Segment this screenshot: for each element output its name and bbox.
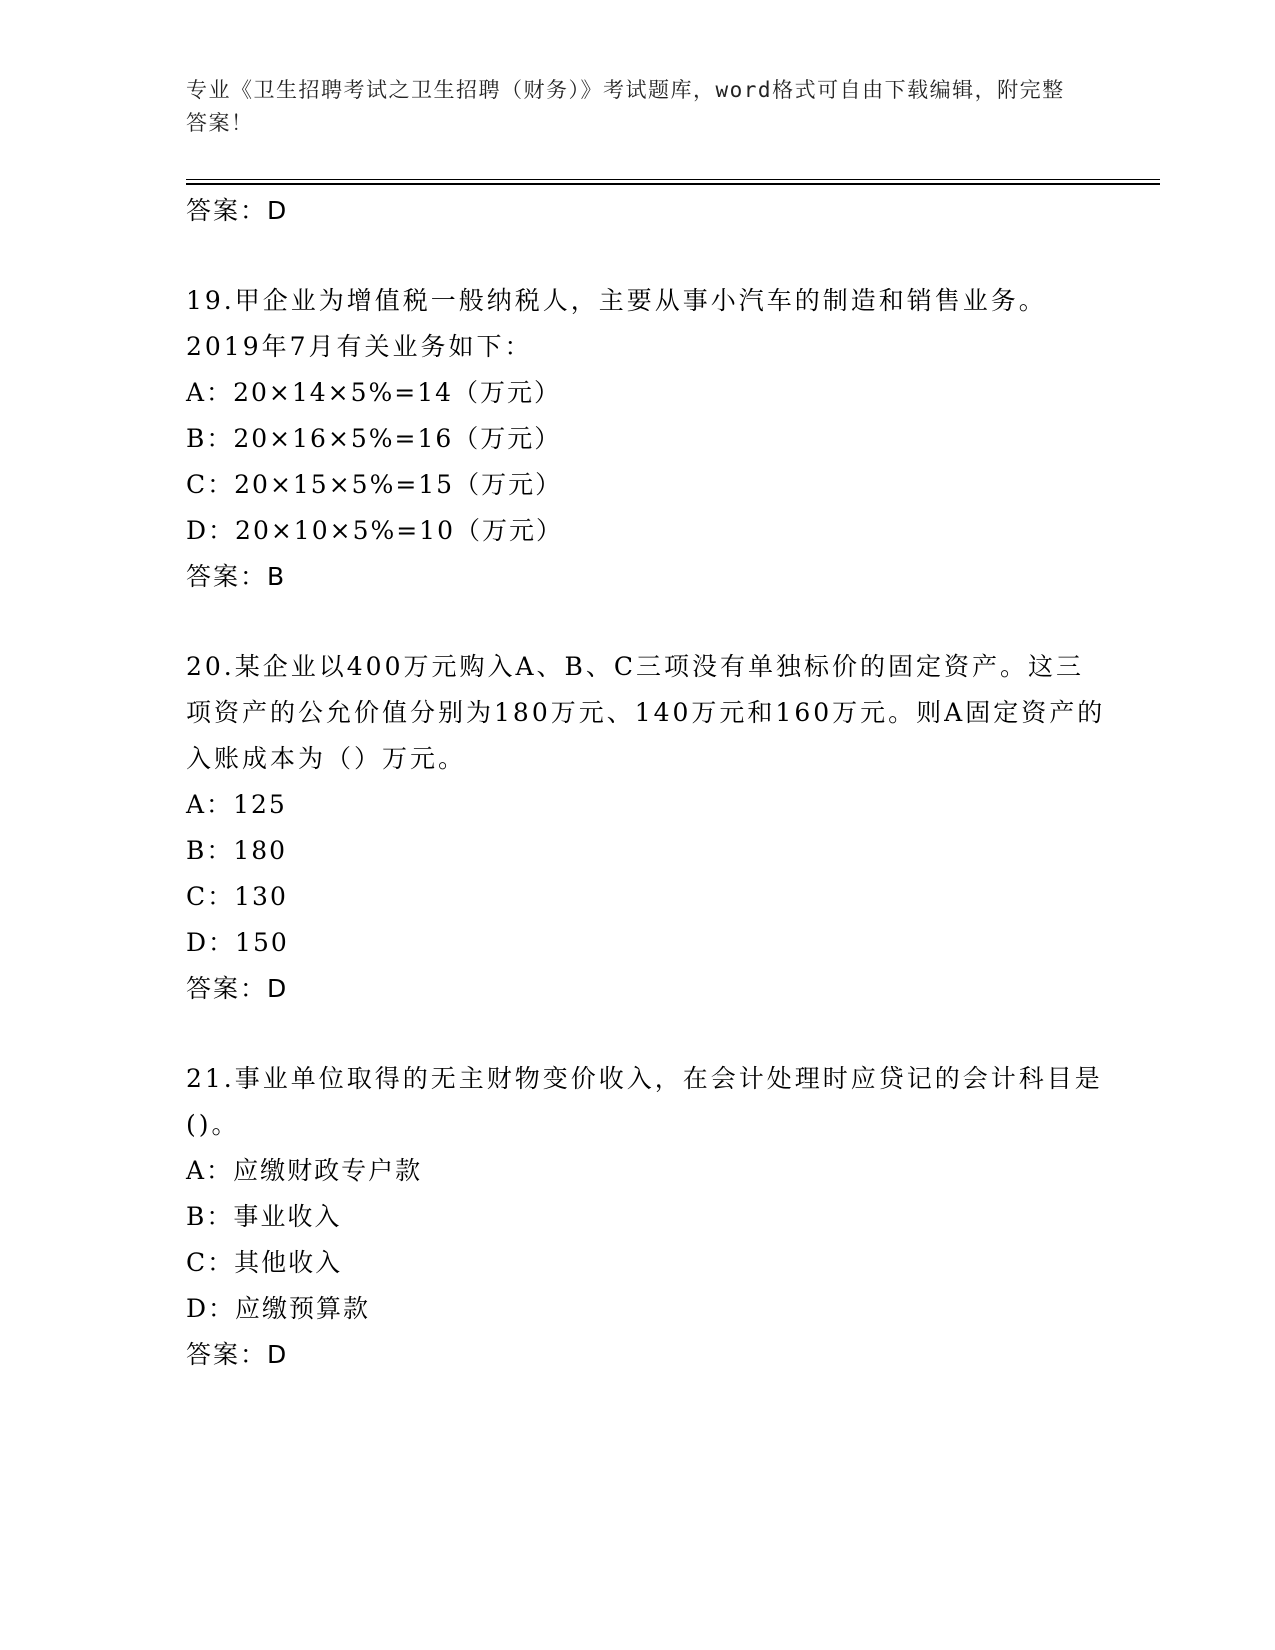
- question-block: [186, 644, 1106, 1012]
- option-label: A：: [186, 1156, 234, 1185]
- option-c: [186, 462, 1106, 508]
- option-text: 20×10×5%=10（万元）: [235, 516, 563, 545]
- option-text: 20×16×5%=16（万元）: [233, 424, 562, 453]
- option-label: B：: [186, 836, 234, 865]
- option-c: [186, 1240, 1106, 1286]
- option-a: [186, 370, 1106, 416]
- option-d: [186, 920, 1106, 966]
- question-stem: 20.某企业以400万元购入A、B、C三项没有单独标价的固定资产。这三项资产的公允价值分别为180万元、140万元和160万元。则A固定资产的入账成本为（）万元。: [186, 652, 1106, 773]
- option-text: 130: [234, 882, 288, 911]
- question-block: [186, 278, 1106, 600]
- answer-line: 答案：D: [186, 1340, 289, 1369]
- option-label: A：: [186, 378, 234, 407]
- option-text: 应缴财政专户款: [233, 1156, 423, 1185]
- option-label: D：: [186, 516, 236, 545]
- question-block: [186, 1056, 1106, 1378]
- answer-line: 答案：B: [186, 562, 287, 591]
- option-d: [186, 1286, 1106, 1332]
- header-rule-thin: [186, 179, 1160, 180]
- option-text: 180: [233, 836, 288, 865]
- option-label: B：: [186, 424, 234, 453]
- option-text: 20×14×5%=14（万元）: [233, 378, 561, 407]
- option-a: [186, 782, 1106, 828]
- option-b: [186, 416, 1106, 462]
- option-label: C：: [186, 882, 235, 911]
- option-text: 事业收入: [233, 1202, 342, 1231]
- option-a: [186, 1148, 1106, 1194]
- option-label: D：: [186, 928, 236, 957]
- option-text: 其他收入: [234, 1248, 343, 1277]
- option-text: 150: [235, 928, 289, 957]
- option-text: 20×15×5%=15（万元）: [234, 470, 563, 499]
- option-d: [186, 508, 1106, 554]
- answer-line: 答案：D: [186, 196, 289, 225]
- option-label: C：: [186, 470, 235, 499]
- option-b: [186, 828, 1106, 874]
- option-label: A：: [186, 790, 234, 819]
- option-b: [186, 1194, 1106, 1240]
- page-header: 专业《卫生招聘考试之卫生招聘（财务）》考试题库，word格式可自由下载编辑，附完整答案！: [186, 78, 1065, 135]
- answer-line: 答案：D: [186, 974, 289, 1003]
- option-c: [186, 874, 1106, 920]
- document-content: [186, 188, 1106, 1378]
- question-stem: 19.甲企业为增值税一般纳税人，主要从事小汽车的制造和销售业务。2019年7月有关业务如下：: [186, 286, 1047, 361]
- option-label: B：: [186, 1202, 234, 1231]
- option-label: C：: [186, 1248, 235, 1277]
- question-stem: 21.事业单位取得的无主财物变价收入，在会计处理时应贷记的会计科目是()。: [186, 1064, 1103, 1139]
- option-text: 125: [233, 790, 287, 819]
- header-rule-thick: [186, 183, 1160, 185]
- option-label: D：: [186, 1294, 236, 1323]
- option-text: 应缴预算款: [235, 1294, 371, 1323]
